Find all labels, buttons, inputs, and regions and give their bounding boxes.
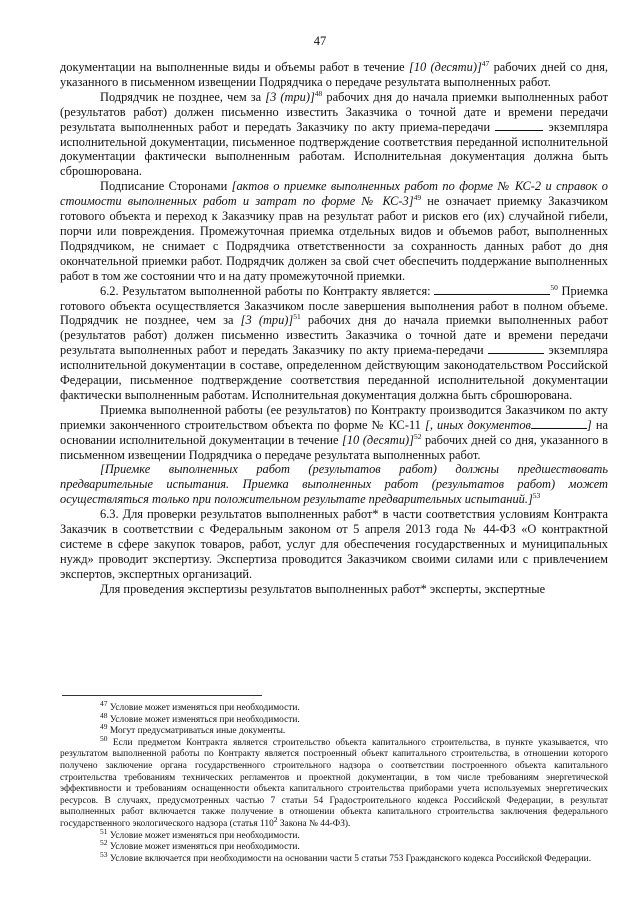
- footnotes: [60, 698, 608, 865]
- paragraph-3: Подписание Сторонами [актов о приемке выполненных работ по форме № КС-2 и справок о стоимости выполненных работ и затрат по форме № КС-3]$^{49}$ не означает приемку Заказчиком готового объекта и переход к Заказчику прав на результат работ и рисков его (их) случайной гибели, порчи или повреждения. Промежуточная приемка отдельных видов и объемов работ, выполненных Подрядчиком, не снимает с Подрядчика ответственности за сохранность данных работ до дня окончательной приемки работ. Подрядчик должен за свой счет обеспечить поддержание выполненных работ в том же состоянии что и на дату промежуточной приемки.: [60, 179, 608, 283]
- paragraph-6-2: 6.2. Результатом выполненной работы по Контракту является: $^{50}$ Приемка готового объекта осуществляется Заказчиком после завершения выполнения работ в полном объеме. Подрядчик не позднее, чем за [3 (три)]$^{51}$ рабочих дня до начала приемки выполненных работ (результатов работ) должен письменно известить Заказчика о точной дате и времени передачи результата выполненных работ и передать Заказчику по акту приема-передачи экземпляра исполнительной документации в составе, определенном действующим законодательством Российской Федерации, письменное подтверждение соответствия переданной исполнительной документации фактически выполненным работам. Исполнительная документация должна быть сброшюрована.: [60, 282, 609, 402]
- footnote: $^{49}$ Могут предусматриваться иные документы.: [100, 722, 286, 737]
- paragraph-1: документации на выполненные виды и объемы работ в течение [10 (десяти)]$^{47}$ рабочих дней со дня, указанного в письменном извещении Подрядчика о передаче результата выполненных работ.: [60, 58, 609, 89]
- document-body: [60, 60, 608, 597]
- paragraph-2: Подрядчик не позднее, чем за [3 (три)]$^{48}$ рабочих дня до начала приемки выполненных работ (результатов работ) должен письменно известить Заказчика о точной дате и времени передачи результата выполненных работ и передать Заказчику по акту приема-передачи экземпляра исполнительной документации, письменное подтверждение соответствия переданной исполнительной документации фактически выполненным работам. Исполнительная документация должна быть сброшюрована.: [60, 88, 608, 179]
- paragraph-preliminary-tests: [Приемке выполненных работ (результатов работ) должны предшествовать предварительные испытания. Приемка выполненных работ (результатов работ) может осуществляться только при положительном результате предварительных испытаний.]$^{53}$: [60, 462, 608, 507]
- footnote: $^{53}$ Условие включается при необходимости на основании части 5 статьи 753 Гражданского кодекса Российской Федерации.: [100, 849, 592, 864]
- page-number: 47: [313, 34, 327, 48]
- footnote: $^{50}$ Если предметом Контракта является строительство объекта капитального строительства, в пункте указывается, что результатом выполненной работы по Контракту является построенный объект капитального строительства, в отношении которого получено заключение органа государственного строительного надзора о соответствии построенного объекта капитального строительства требованиям технических регламентов и проектной документации, в том числе требованиям энергетической эффективности и требованиям оснащенности объекта капитального строительства приборами учета используемых энергетических ресурсов. В случаях, предусмотренных частью 7 статьи 54 Градостроительного кодекса Российской Федерации, в результат выполненных работ включается также получение в отношении объекта капитального строительства заключения федерального государственного экологического надзора (статья $110^2$ Закона № 44-ФЗ).: [60, 733, 608, 829]
- footnote: $^{47}$ Условие может изменяться при необходимости.: [100, 698, 300, 713]
- blank-field: [488, 343, 544, 354]
- footnote: $^{48}$ Условие может изменяться при необходимости.: [100, 710, 300, 725]
- blank-field: [434, 284, 550, 295]
- footnote-separator: [62, 695, 262, 696]
- footnote: $^{51}$ Условие может изменяться при необходимости.: [100, 826, 300, 841]
- paragraph-expertise: Для проведения экспертизы результатов выполненных работ* эксперты, экспертные: [100, 581, 546, 596]
- footnote: $^{52}$ Условие может изменяться при необходимости.: [100, 838, 300, 853]
- blank-field: [495, 120, 543, 131]
- paragraph-6-3: 6.3. Для проверки результатов выполненных работ* в части соответствия условиям Контракта Заказчик в соответствии с Федеральным законом от 5 апреля 2013 года № 44-ФЗ «О контрактной системе в сфере закупок товаров, работ, услуг для обеспечения государственных и муниципальных нужд» проводит экспертизу. Экспертиза проводится Заказчиком своими силами или с привлечением экспертов, экспертных организаций.: [60, 507, 608, 581]
- blank-field: [531, 418, 587, 429]
- paragraph-acceptance: Приемка выполненной работы (ее результатов) по Контракту производится Заказчиком по акту приемки законченного строительством объекта по форме № КС-11 [, иных документов ] на основании исполнительной документации в течение [10 (десяти)]$^{52}$ рабочих дней со дня, указанного в письменном извещении Подрядчика о передаче результата выполненных работ.: [60, 402, 608, 462]
